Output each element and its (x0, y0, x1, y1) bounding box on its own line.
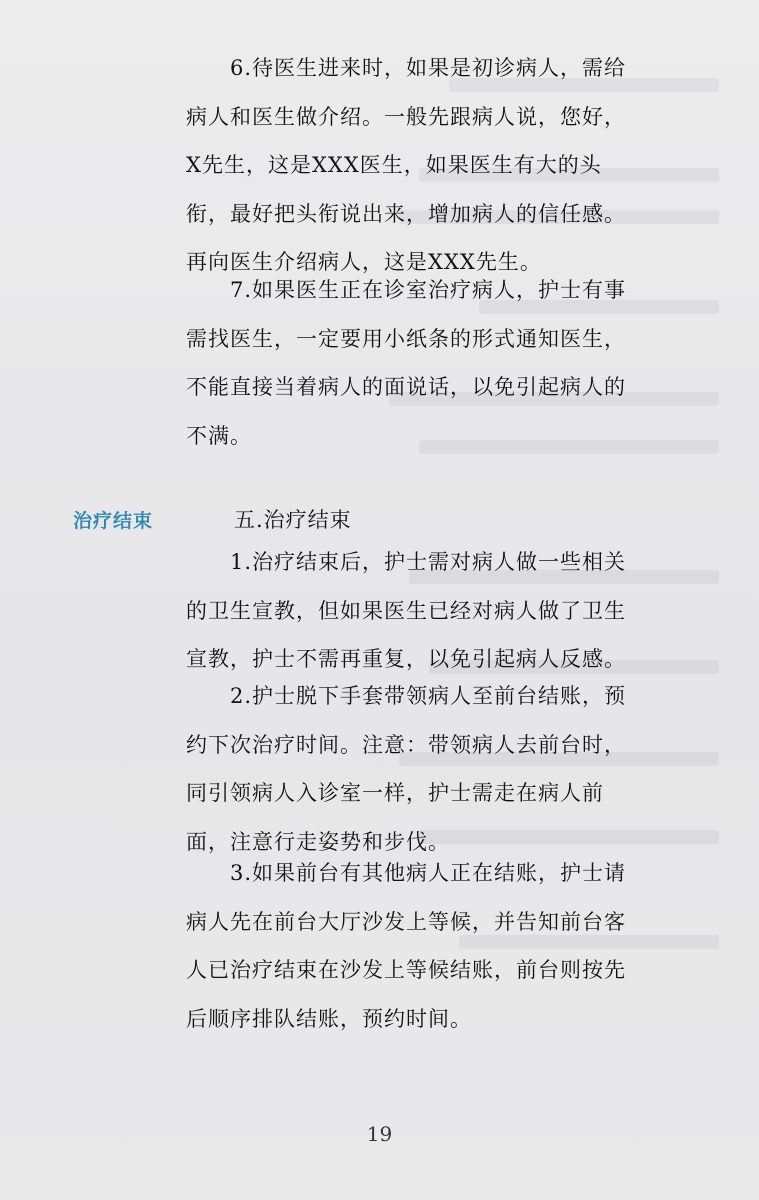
side-margin-label: 治疗结束 (73, 510, 154, 532)
text-line: 病人先在前台大厅沙发上等候，并告知前台客 (186, 909, 626, 934)
text-line: 宣教，护士不需再重复，以免引起病人反感。 (186, 647, 626, 671)
text-line: 2.护士脱下手套带领病人至前台结账，预 (230, 684, 627, 708)
text-line: 约下次治疗时间。注意：带领病人去前台时， (186, 732, 626, 757)
paragraph-item-6 (186, 44, 686, 287)
page-number: 19 (366, 1122, 393, 1146)
text-line: 3.如果前台有其他病人正在结账，护士请 (230, 861, 627, 885)
text-line: 7.如果医生正在诊室治疗病人，护士有事 (230, 278, 627, 302)
text-line: 人已治疗结束在沙发上等候结账，前台则按先 (186, 958, 626, 982)
paragraph-item-1 (186, 538, 686, 684)
text-line: 需找医生，一定要用小纸条的形式通知医生， (186, 326, 626, 351)
text-line: 同引领病人入诊室一样，护士需走在病人前 (186, 781, 604, 805)
text-line: 后顺序排队结账，预约时间。 (186, 1006, 472, 1031)
text-line: 的卫生宣教，但如果医生已经对病人做了卫生 (186, 598, 626, 623)
text-line: 衔，最好把头衔说出来，增加病人的信任感。 (186, 201, 626, 226)
paragraph-item-3 (186, 849, 686, 1043)
text-line: 病人和医生做介绍。一般先跟病人说，您好， (186, 104, 626, 129)
paragraph-item-7 (186, 266, 686, 460)
text-line: 不满。 (186, 423, 252, 448)
text-line: 6.待医生进来时，如果是初诊病人，需给 (230, 56, 627, 80)
text-line: 再向医生介绍病人，这是XXX先生。 (186, 250, 542, 274)
paragraph-item-2 (186, 672, 686, 866)
text-line: 面，注意行走姿势和步伐。 (186, 829, 450, 854)
section-title: 五.治疗结束 (234, 508, 352, 532)
text-line: 1.治疗结束后，护士需对病人做一些相关 (230, 550, 627, 574)
text-line: X先生，这是XXX医生，如果医生有大的头 (186, 153, 602, 177)
text-line: 不能直接当着病人的面说话，以免引起病人的 (186, 375, 626, 399)
